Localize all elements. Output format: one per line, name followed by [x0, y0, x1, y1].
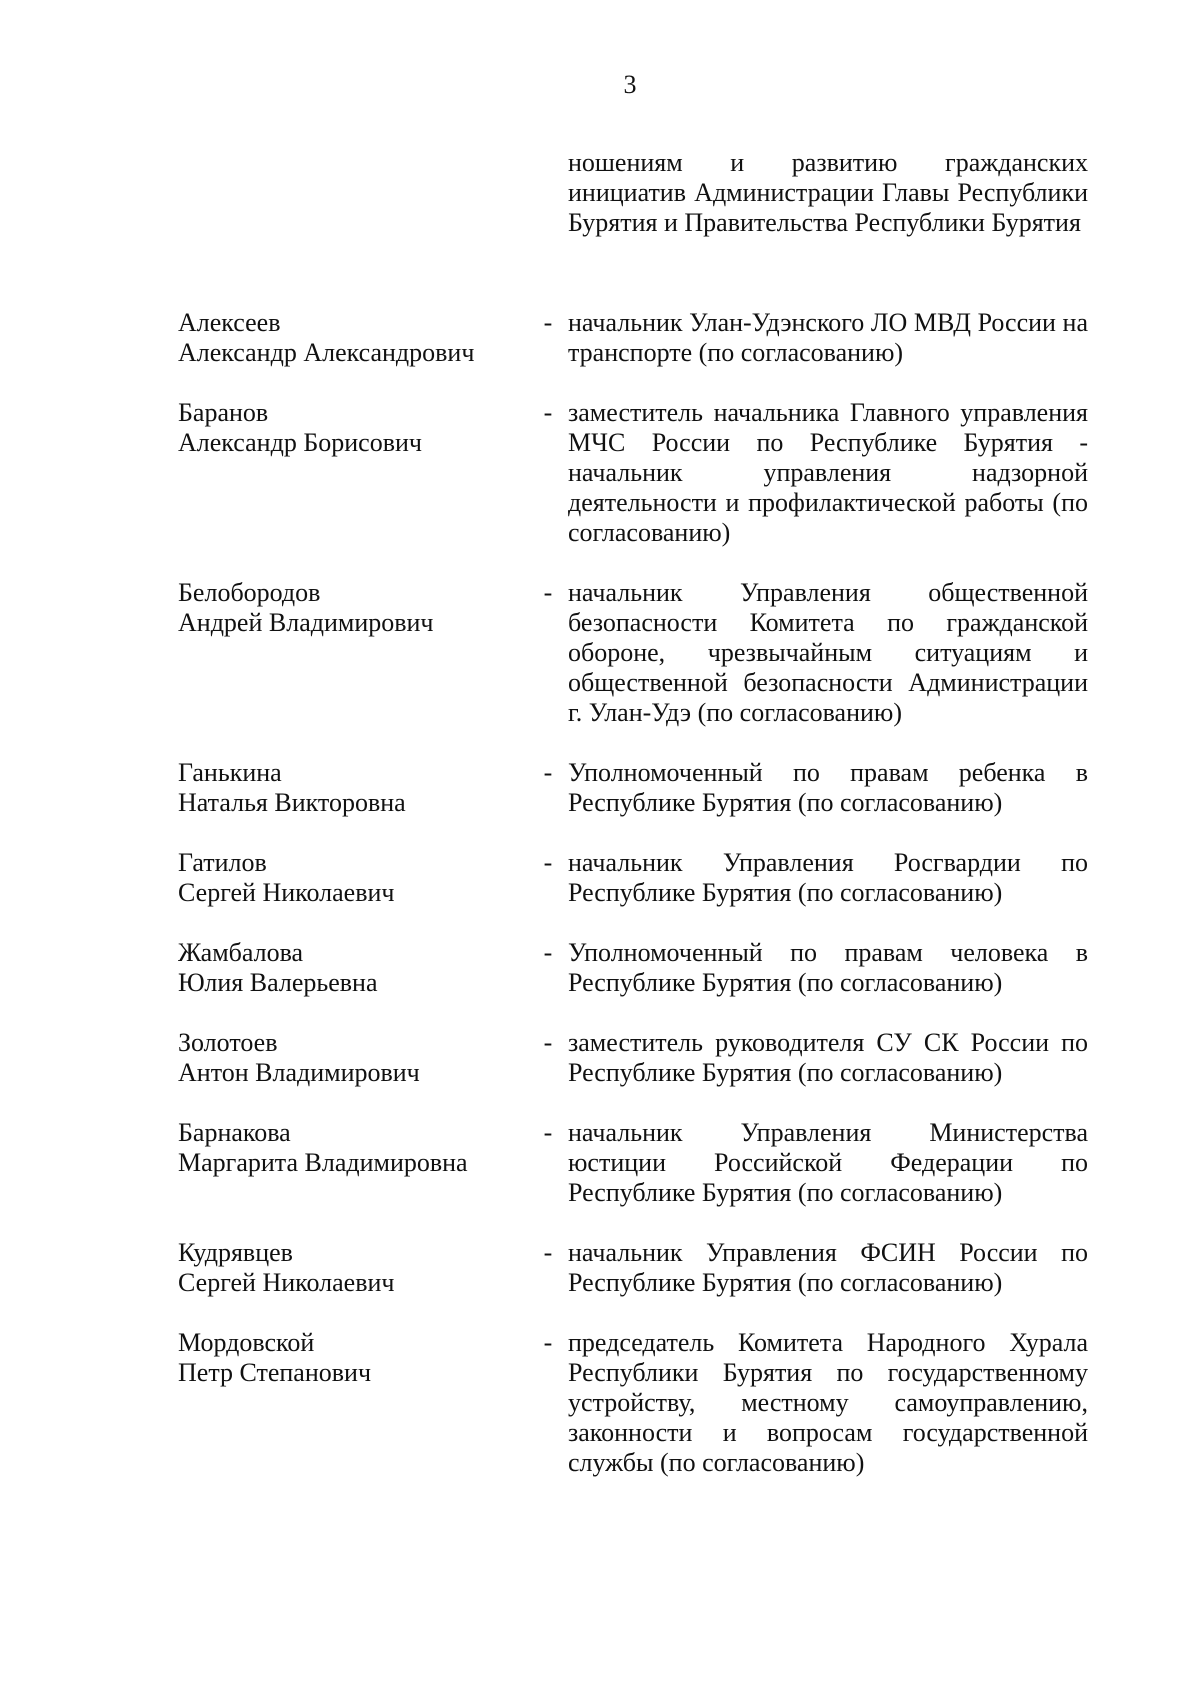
- person-given-names: Александр Александрович: [178, 338, 475, 367]
- person-given-names: Александр Борисович: [178, 428, 422, 457]
- list-item: [178, 1118, 1098, 1208]
- person-name: [178, 308, 528, 368]
- dash-separator: -: [543, 848, 553, 877]
- person-position: начальник Управления общественной безопасности Комитета по гражданской обороне, чрезвычайным ситуациям и общественной безопасности Администрации г. Улан-Удэ (по согласованию): [568, 578, 1088, 727]
- dash-separator: -: [543, 1238, 553, 1267]
- list-item: [178, 398, 1098, 548]
- person-surname: Барнакова: [178, 1118, 291, 1147]
- person-surname: Гатилов: [178, 848, 267, 877]
- page-number: 3: [623, 70, 637, 99]
- person-name: [178, 1118, 528, 1178]
- person-position: Уполномоченный по правам ребенка в Республике Бурятия (по согласованию): [568, 758, 1088, 817]
- list-item: [178, 938, 1098, 998]
- continuation-text: ношениям и развитию гражданских инициатив Администрации Главы Республики Бурятия и Правительства Республики Бурятия: [568, 148, 1088, 237]
- person-surname: Кудрявцев: [178, 1238, 293, 1267]
- person-name: [178, 848, 528, 908]
- dash-separator: -: [543, 758, 553, 787]
- person-surname: Золотоев: [178, 1028, 278, 1057]
- person-position: Уполномоченный по правам человека в Республике Бурятия (по согласованию): [568, 938, 1088, 997]
- person-position: председатель Комитета Народного Хурала Республики Бурятия по государственному устройству, местному самоуправлению, законности и вопросам государственной службы (по согласованию): [568, 1328, 1088, 1477]
- members-list: [178, 308, 1098, 1508]
- person-position: заместитель начальника Главного управления МЧС России по Республике Бурятия - начальник управления надзорной деятельности и профилактической работы (по согласованию): [568, 398, 1088, 547]
- list-item: [178, 848, 1098, 908]
- person-name: [178, 1028, 528, 1088]
- person-name: [178, 578, 528, 638]
- list-item: [178, 308, 1098, 368]
- person-surname: Белобородов: [178, 578, 321, 607]
- list-item: [178, 1328, 1098, 1478]
- list-item: [178, 578, 1098, 728]
- person-surname: Алексеев: [178, 308, 281, 337]
- person-position: заместитель руководителя СУ СК России по Республике Бурятия (по согласованию): [568, 1028, 1088, 1087]
- person-position: начальник Управления Министерства юстиции Российской Федерации по Республике Бурятия (по согласованию): [568, 1118, 1088, 1207]
- list-item: [178, 1238, 1098, 1298]
- person-given-names: Юлия Валерьевна: [178, 968, 378, 997]
- person-given-names: Петр Степанович: [178, 1358, 372, 1387]
- dash-separator: -: [543, 398, 553, 427]
- list-item: [178, 758, 1098, 818]
- person-given-names: Сергей Николаевич: [178, 1268, 395, 1297]
- person-given-names: Антон Владимирович: [178, 1058, 420, 1087]
- person-name: [178, 398, 528, 458]
- dash-separator: -: [543, 308, 553, 337]
- person-position: начальник Управления ФСИН России по Республике Бурятия (по согласованию): [568, 1238, 1088, 1297]
- person-surname: Баранов: [178, 398, 269, 427]
- person-position: начальник Улан-Удэнского ЛО МВД России на транспорте (по согласованию): [568, 308, 1088, 367]
- person-surname: Жамбалова: [178, 938, 304, 967]
- person-surname: Ганькина: [178, 758, 282, 787]
- person-surname: Мордовской: [178, 1328, 315, 1357]
- list-item: [178, 1028, 1098, 1088]
- person-given-names: Андрей Владимирович: [178, 608, 434, 637]
- dash-separator: -: [543, 578, 553, 607]
- person-name: [178, 938, 528, 998]
- dash-separator: -: [543, 1118, 553, 1147]
- dash-separator: -: [543, 1028, 553, 1057]
- person-given-names: Наталья Викторовна: [178, 788, 406, 817]
- person-given-names: Сергей Николаевич: [178, 878, 395, 907]
- person-given-names: Маргарита Владимировна: [178, 1148, 468, 1177]
- person-name: [178, 1328, 528, 1388]
- dash-separator: -: [543, 1328, 553, 1357]
- person-position: начальник Управления Росгвардии по Республике Бурятия (по согласованию): [568, 848, 1088, 907]
- person-name: [178, 758, 528, 818]
- dash-separator: -: [543, 938, 553, 967]
- person-name: [178, 1238, 528, 1298]
